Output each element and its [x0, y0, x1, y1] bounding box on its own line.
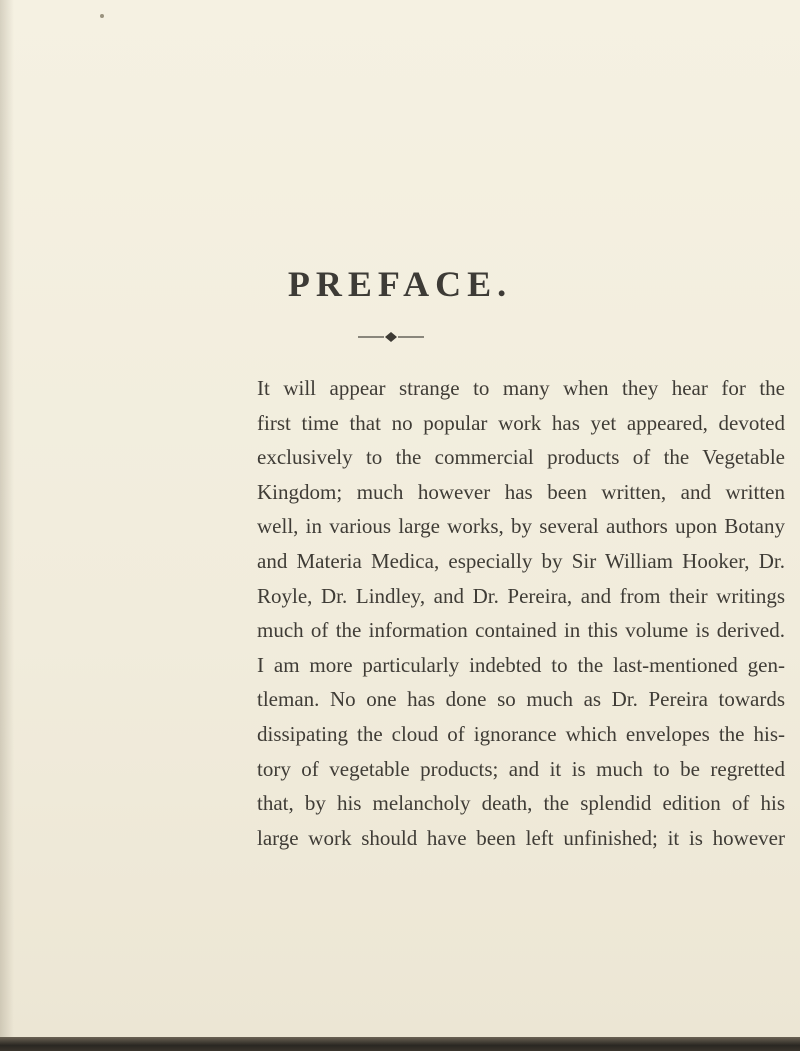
text-line: well, in various large works, by several authors upon Botany [257, 514, 785, 539]
text-line: exclusively to the commercial products of the Vegetable [257, 445, 785, 470]
text-line: dissipating the cloud of ignorance which envelopes the his- [257, 721, 785, 746]
text-line: that, by his melancholy death, the splendid edition of his [257, 791, 785, 816]
paper-speck [100, 14, 104, 18]
text-line: It will appear strange to many when they hear for the [257, 376, 785, 400]
page-gutter-shadow [0, 0, 14, 1051]
text-line: first time that no popular work has yet appeared, devoted [257, 410, 785, 435]
ornament-divider-icon [358, 331, 424, 343]
text-line: Kingdom; much however has been written, and written [257, 479, 785, 504]
preface-paragraph [257, 371, 785, 855]
text-line: much of the information contained in this volume is derived. [257, 618, 785, 643]
text-line: I am more particularly indebted to the last-mentioned gen- [257, 652, 785, 677]
text-line: tory of vegetable products; and it is much to be regretted [257, 756, 785, 781]
text-line: tleman. No one has done so much as Dr. Pereira towards [257, 687, 785, 712]
text-line: Royle, Dr. Lindley, and Dr. Pereira, and from their writings [257, 583, 785, 608]
page-bottom-edge [0, 1037, 800, 1051]
page-title: PREFACE. [287, 264, 513, 304]
text-line: large work should have been left unfinished; it is however [257, 825, 785, 850]
text-line: and Materia Medica, especially by Sir William Hooker, Dr. [257, 548, 785, 573]
